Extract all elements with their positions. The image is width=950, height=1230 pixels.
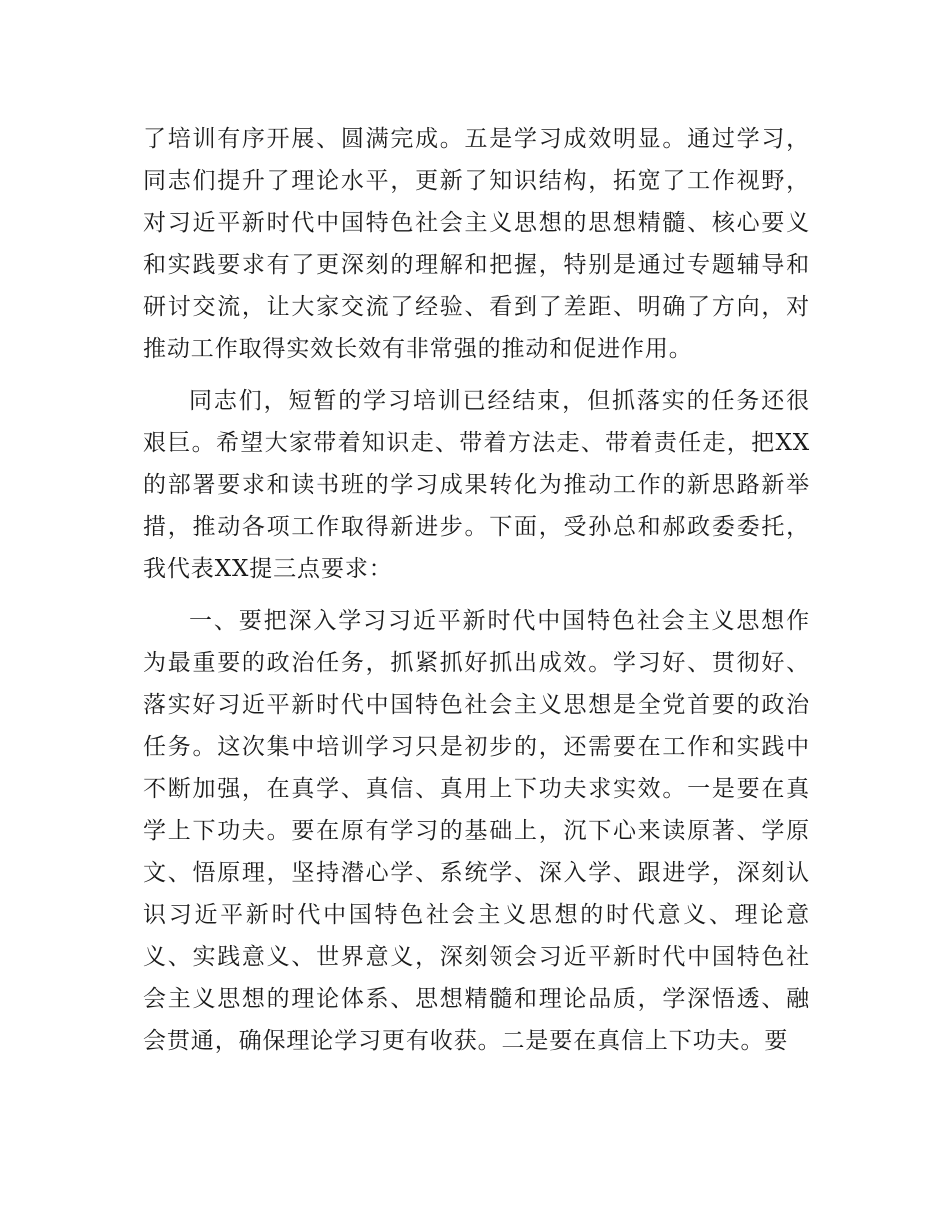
paragraph-closing-remarks: 同志们，短暂的学习培训已经结束，但抓落实的任务还很艰巨。希望大家带着知识走、带着方法走、带着责任走，把XX的部署要求和读书班的学习成果转化为推动工作的新思路新举措，推动各项工作取得新进步。下面，受孙总和郝政委委托，我代表XX提三点要求： bbox=[143, 388, 810, 582]
paragraph-continuation: 了培训有序开展、圆满完成。五是学习成效明显。通过学习，同志们提升了理论水平，更新了知识结构，拓宽了工作视野，对习近平新时代中国特色社会主义思想的思想精髓、核心要义和实践要求有了更深刻的理解和把握，特别是通过专题辅导和研讨交流，让大家交流了经验、看到了差距、明确了方向，对推动工作取得实效长效有非常强的推动和促进作用。 bbox=[143, 126, 810, 362]
document-body bbox=[143, 118, 810, 1072]
paragraph-requirement-one: 一、要把深入学习习近平新时代中国特色社会主义思想作为最重要的政治任务，抓紧抓好抓出成效。学习好、贯彻好、落实好习近平新时代中国特色社会主义思想是全党首要的政治任务。这次集中培训学习只是初步的，还需要在工作和实践中不断加强，在真学、真信、真用上下功夫求实效。一是要在真学上下功夫。要在原有学习的基础上，沉下心来读原著、学原文、悟原理，坚持潜心学、系统学、深入学、跟进学，深刻认识习近平新时代中国特色社会主义思想的时代意义、理论意义、实践意义、世界意义，深刻领会习近平新时代中国特色社会主义思想的理论体系、思想精髓和理论品质，学深悟透、融会贯通，确保理论学习更有收获。二是要在真信上下功夫。要 bbox=[143, 608, 810, 1054]
